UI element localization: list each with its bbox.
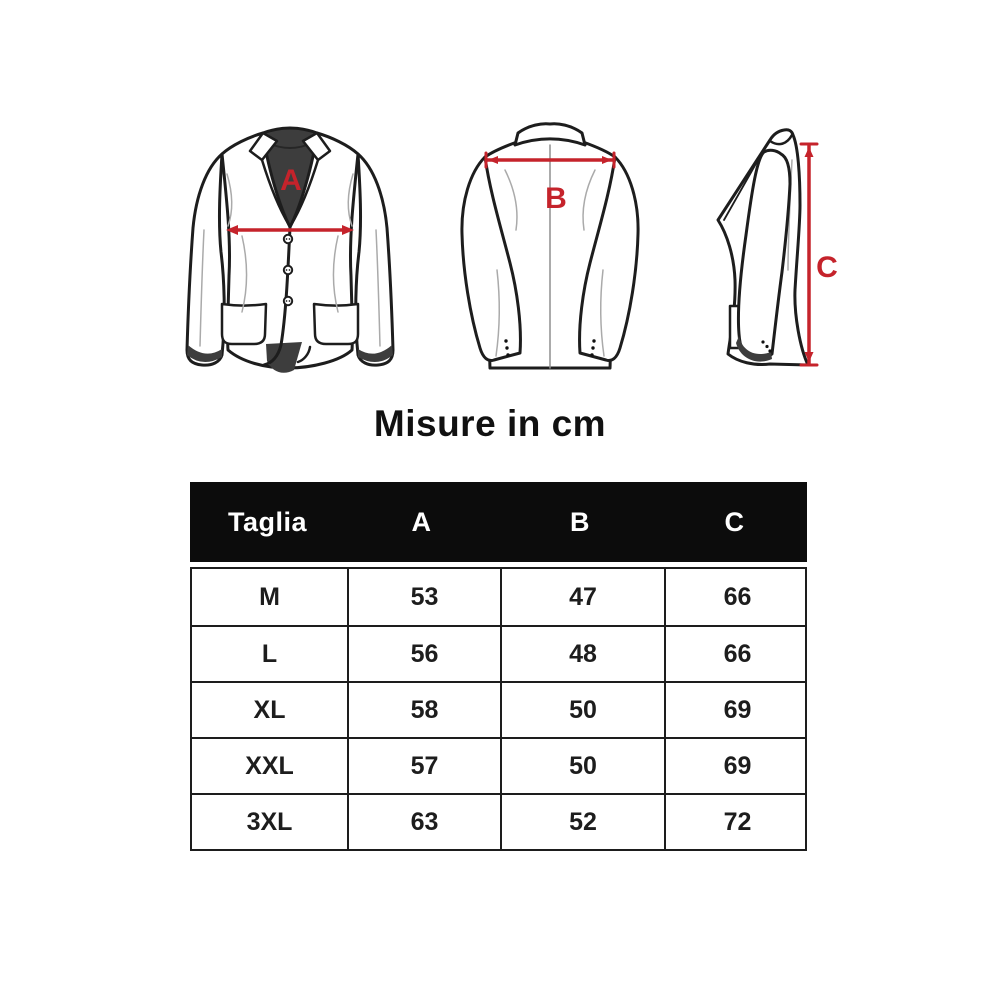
measure-label-c: C [816,251,838,284]
jacket-back-view [430,110,670,390]
measure-b-cell: 47 [500,569,664,625]
header-cell-c: C [724,506,745,537]
jacket-side-view [680,110,870,390]
measure-b-cell: 50 [500,739,664,793]
size-cell: XXL [245,751,294,780]
table-body [190,567,807,851]
measure-label-a: A [280,164,302,197]
jacket-front-view [170,110,410,390]
table-row [192,569,805,625]
page-title: Misure in cm [373,403,607,444]
table-row [192,737,805,793]
measure-a-cell: 57 [347,739,500,793]
measure-c-cell: 72 [664,795,809,849]
header-cell-taglia: Taglia [227,506,308,537]
measure-c-cell: 66 [664,569,809,625]
table-header-row [190,482,807,562]
size-table [190,482,807,851]
size-cell: L [261,639,278,668]
measure-b-cell: 52 [500,795,664,849]
measure-c-cell: 69 [664,683,809,737]
header-cell-a: A [411,506,432,537]
size-cell: M [259,582,280,611]
measure-label-b: B [545,182,567,215]
measure-a-cell: 56 [347,627,500,681]
measure-a-cell: 63 [347,795,500,849]
size-cell: XL [253,695,286,724]
measure-c-cell: 66 [664,627,809,681]
table-row [192,681,805,737]
header-cell-b: B [570,506,590,537]
table-row [192,625,805,681]
table-row [192,793,805,849]
measure-a-cell: 58 [347,683,500,737]
measure-b-cell: 50 [500,683,664,737]
measure-b-cell: 48 [500,627,664,681]
measure-c-arrow [801,144,817,365]
size-cell: 3XL [246,807,293,836]
measure-a-cell: 53 [347,569,500,625]
measure-c-cell: 69 [664,739,809,793]
